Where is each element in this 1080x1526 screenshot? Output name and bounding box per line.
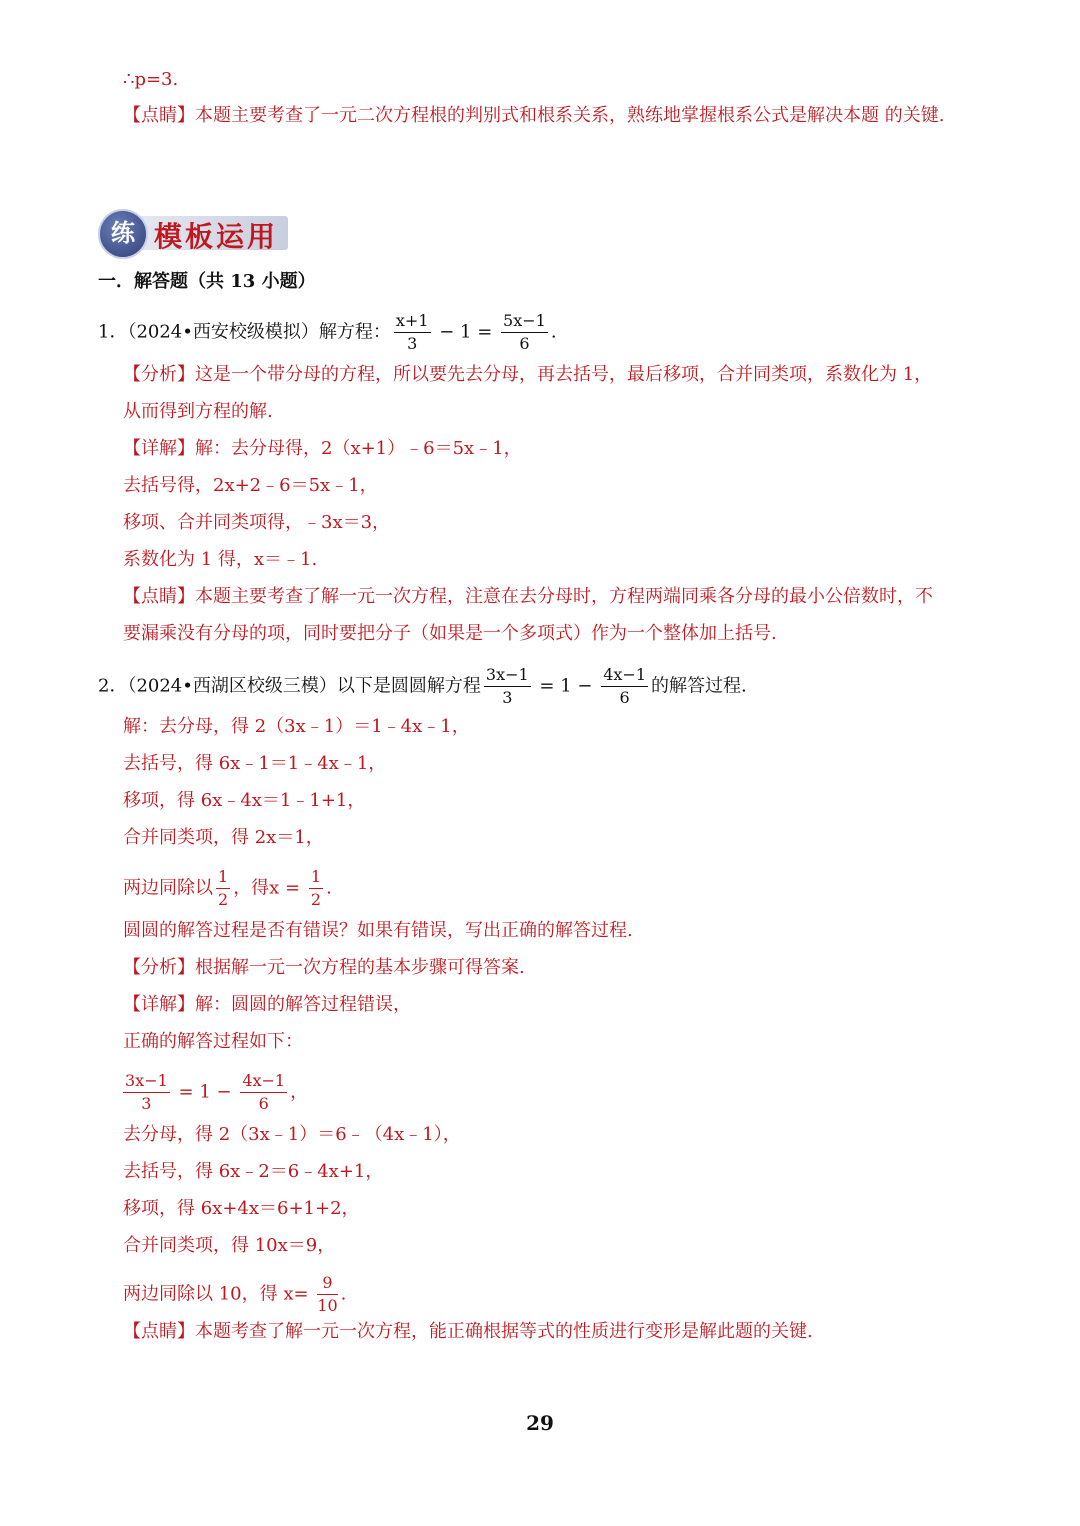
q1-rhs-num: 5x−1 [501, 312, 548, 333]
q2-analysis-tag: 【分析】 [123, 957, 195, 978]
q1-rhs-fraction [501, 312, 548, 353]
q2-eq-rhs-fraction [240, 1072, 287, 1113]
q2-eq-lhs-den: 3 [141, 1094, 152, 1113]
q2-eq-end: ， [290, 1081, 309, 1103]
q2-remark [123, 1320, 813, 1344]
q1-lhs-den: 3 [407, 334, 418, 353]
q2-step5-frac-1 [216, 868, 230, 909]
q1-analysis-tag: 【分析】 [123, 364, 195, 385]
page-number: 29 [526, 1411, 554, 1435]
q1-rhs-den: 6 [519, 334, 530, 353]
q2-eq-rhs-num: 4x−1 [240, 1072, 287, 1093]
q2-step5-den-2: 2 [310, 890, 322, 909]
q2-c5-den: 10 [317, 1296, 338, 1315]
q1-detail-tag: 【详解】 [123, 438, 195, 459]
section-heading: 一．解答题（共 13 小题） [98, 271, 316, 292]
q2-rhs-fraction [601, 666, 648, 707]
q1-lhs-num: x+1 [394, 312, 431, 333]
q2-remark-text: 本题考查了解一元一次方程，能正确根据等式的性质进行变形是解此题的关键. [195, 1321, 813, 1342]
q2-correct-heading: 正确的解答过程如下： [123, 1031, 303, 1052]
q1-remark-2: 要漏乘没有分母的项，同时要把分子（如果是一个多项式）作为一个整体加上括号. [123, 623, 777, 644]
q2-remark-tag: 【点睛】 [123, 1321, 195, 1342]
q2-step5-b: ，得x = [233, 877, 306, 899]
q1-prefix: 1．（2024•西安校级模拟）解方程： [98, 321, 391, 343]
q2-step5-num-2: 1 [309, 868, 323, 889]
q2-correct-3: 移项，得 6x+4x＝6+1+2， [123, 1198, 360, 1219]
q2-c5-num: 9 [317, 1274, 337, 1295]
q2-step5-a: 两边同除以 [123, 877, 213, 899]
q1-analysis-1 [123, 363, 932, 387]
q2-eq-mid: = 1 − [172, 1081, 238, 1103]
remark-text: 本题主要考查了一元二次方程根的判别式和根系关系，熟练地掌握根系公式是解决本题 的关键. [195, 105, 945, 126]
therefore-line: ∴p=3. [123, 69, 179, 90]
q2-correct-1: 去分母，得 2（3x﹣1）＝6﹣（4x﹣1）， [123, 1124, 461, 1145]
q2-eq-lhs-num: 3x−1 [123, 1072, 170, 1093]
q2-lhs-den: 3 [502, 688, 513, 707]
q2-detail [123, 993, 411, 1017]
q1-statement [98, 312, 557, 353]
q2-correct-5 [123, 1274, 346, 1315]
q2-step-4: 合并同类项，得 2x＝1， [123, 827, 324, 848]
q2-correct-equation [120, 1072, 308, 1113]
q2-statement [98, 666, 747, 707]
q2-c5-fraction [317, 1274, 337, 1315]
q2-eq-lhs-fraction [123, 1072, 170, 1113]
q1-mid: − 1 = [433, 321, 499, 343]
badge-title: 模板运用 [154, 220, 279, 253]
remark-line [123, 104, 944, 128]
q2-prefix: 2．（2024•西湖区校级三模）以下是圆圆解方程 [98, 675, 481, 697]
q2-detail-text: 解：圆圆的解答过程错误， [195, 994, 411, 1015]
q2-step-2: 去括号，得 6x﹣1＝1﹣4x﹣1， [123, 753, 387, 774]
q1-lhs-fraction [394, 312, 431, 353]
q1-detail-2: 去括号得，2x+2﹣6＝5x﹣1， [123, 475, 378, 496]
q2-end: 的解答过程. [651, 675, 747, 697]
q2-step5-num-1: 1 [216, 868, 230, 889]
q2-eq-rhs-den: 6 [258, 1094, 269, 1113]
q2-step5-frac-2 [309, 868, 323, 909]
q1-detail-4: 系数化为 1 得，x＝﹣1. [123, 549, 318, 570]
q2-question: 圆圆的解答过程是否有错误？如果有错误，写出正确的解答过程. [123, 920, 633, 941]
q2-analysis-text: 根据解一元一次方程的基本步骤可得答案. [195, 957, 525, 978]
q1-remark-1 [123, 585, 933, 609]
q2-detail-tag: 【详解】 [123, 994, 195, 1015]
q2-c5-end: . [340, 1283, 347, 1305]
q1-detail-text-1: 解：去分母得，2（x+1）﹣6＝5x﹣1， [195, 438, 522, 459]
q2-step5-end: . [326, 877, 332, 899]
q1-detail-1 [123, 437, 522, 461]
q1-remark-text-1: 本题主要考查了解一元一次方程，注意在去分母时，方程两端同乘各分母的最小公倍数时，不 [195, 586, 933, 607]
q2-step5-den-1: 2 [218, 890, 229, 909]
q2-lhs-num: 3x−1 [484, 666, 531, 687]
q2-step-1: 解：去分母，得 2（3x﹣1）＝1﹣4x﹣1， [123, 716, 470, 737]
q2-lhs-fraction [484, 666, 531, 707]
q2-correct-4: 合并同类项，得 10x＝9， [123, 1235, 336, 1256]
section-badge [98, 206, 298, 258]
q1-analysis-text-1: 这是一个带分母的方程，所以要先去分母，再去括号，最后移项，合并同类项，系数化为 1， [195, 364, 933, 385]
q2-rhs-den: 6 [619, 688, 630, 707]
q2-step-5 [123, 868, 332, 909]
q1-end: . [550, 321, 557, 343]
q2-rhs-num: 4x−1 [601, 666, 648, 687]
remark-tag: 【点睛】 [123, 105, 195, 126]
q2-mid: = 1 − [533, 675, 599, 697]
q1-analysis-2: 从而得到方程的解. [123, 401, 273, 422]
q2-step-3: 移项，得 6x﹣4x＝1﹣1+1， [123, 790, 366, 811]
q1-remark-tag: 【点睛】 [123, 586, 195, 607]
q2-correct-2: 去括号，得 6x﹣2＝6﹣4x+1， [123, 1161, 384, 1182]
q2-c5-a: 两边同除以 10，得 x= [123, 1283, 315, 1305]
badge-circle-icon: 练 [98, 209, 148, 259]
q1-detail-3: 移项、合并同类项得，﹣3x＝3， [123, 512, 391, 533]
q2-analysis [123, 956, 525, 980]
